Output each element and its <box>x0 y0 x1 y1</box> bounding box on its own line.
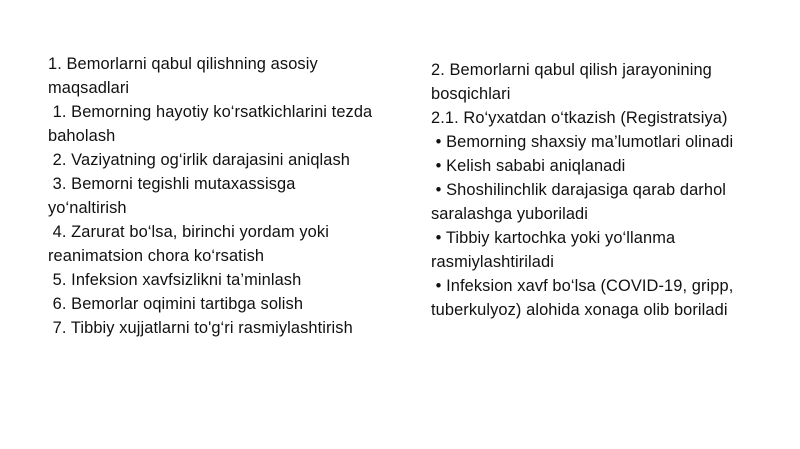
goals-column <box>48 52 378 340</box>
goal-item: 2. Vaziyatning og‘irlik darajasini aniqlash <box>48 151 351 169</box>
stages-heading: 2. Bemorlarni qabul qilish jarayonining bosqichlari <box>431 61 717 103</box>
goal-item: 3. Bemorni tegishli mutaxassisga yo‘naltirish <box>48 175 301 217</box>
stage-bullet-item: • Kelish sababi aniqlanadi <box>431 157 626 175</box>
stage-bullet-item: • Tibbiy kartochka yoki yo‘llanma rasmiylashtiriladi <box>431 229 680 271</box>
registration-subheading: 2.1. Ro‘yxatdan o‘tkazish (Registratsiya) <box>431 109 728 127</box>
goals-heading: 1. Bemorlarni qabul qilishning asosiy maqsadlari <box>48 55 323 97</box>
goal-item: 5. Infeksion xavfsizlikni ta’minlash <box>48 271 302 289</box>
stage-bullet-item: • Bemorning shaxsiy ma’lumotlari olinadi <box>431 133 734 151</box>
goal-item: 4. Zarurat bo‘lsa, birinchi yordam yoki reanimatsion chora ko‘rsatish <box>48 223 334 265</box>
stage-bullet-item: • Shoshilinchlik darajasiga qarab darhol saralashga yuboriladi <box>431 181 731 223</box>
goal-item: 7. Tibbiy xujjatlarni to'g‘ri rasmiylashtirish <box>48 319 353 337</box>
stage-bullet-item: • Infeksion xavf bo‘lsa (COVID-19, gripp, tuberkulyoz) alohida xonaga olib boriladi <box>431 277 739 319</box>
goal-item: 1. Bemorning hayotiy ko‘rsatkichlarini tezda baholash <box>48 103 377 145</box>
stages-column <box>431 58 761 322</box>
goal-item: 6. Bemorlar oqimini tartibga solish <box>48 295 304 313</box>
